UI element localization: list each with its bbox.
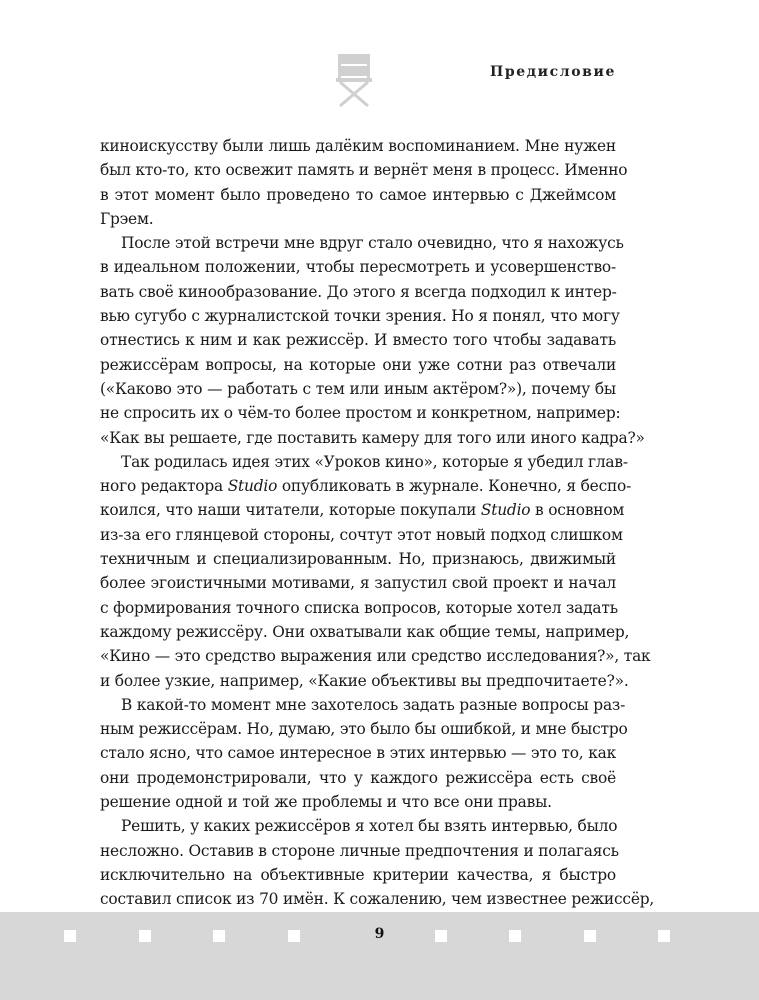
text-line: «Как вы решаете, где поставить камеру для того или иного кадра?» [100,428,645,447]
text-line: они продемонстрировали, что у каждого режиссёра есть своё [100,768,616,787]
text-line: Решить, у каких режиссёров я хотел бы взять интервью, было [121,817,618,836]
text-line: и более узкие, например, «Какие объективы вы предпочитаете?». [100,671,629,690]
text-line: После этой встречи мне вдруг стало очевидно, что я нахожусь [121,234,624,253]
text-line: был кто-то, кто освежит память и вернёт меня в процесс. Именно [100,161,628,180]
text-line: решение одной и той же проблемы и что все они правы. [100,793,552,812]
text-line: Грэем. [100,209,154,228]
text-line: техничным и специализированным. Но, признаюсь, движимый [100,550,616,569]
text-line: не спросить их о чём-то более простом и конкретном, например: [100,404,621,423]
text-line: каждому режиссёру. Они охватывали как общие темы, например, [100,622,630,641]
text-line: стало ясно, что самое интересное в этих интервью — это то, как [100,744,617,763]
text-line: с формирования точного списка вопросов, которые хотел задать [100,598,618,617]
text-line: режиссёрам вопросы, на которые они уже сотни раз отвечали [100,355,616,374]
text-line [100,474,632,498]
director-chair-icon [333,52,375,108]
text-segment: ного редактора [100,477,228,496]
text-line: («Каково это — работать с тем или иным актёром?»), почему бы [100,379,616,398]
text-line: Так родилась идея этих «Уроков кино», которые я убедил глав- [121,452,628,471]
page-number: 9 [374,926,385,942]
text-line: из-за его глянцевой стороны, сочтут этот новый подход слишком [100,525,623,544]
text-line: более эгоистичными мотивами, я запустил свой проект и начал [100,574,616,593]
text-line: вью сугубо с журналистской точки зрения. Но я понял, что могу [100,307,620,326]
text-line: несложно. Оставив в стороне личные предпочтения и полагаясь [100,841,619,860]
text-segment: опубликовать в журнале. Конечно, я беспо- [277,477,632,496]
magazine-title: Studio [480,501,531,520]
text-segment: в основном [530,501,625,520]
text-line: ным режиссёрам. Но, думаю, это было бы ошибкой, и мне быстро [100,720,628,739]
text-segment: коился, что наши читатели, которые покупали [100,501,481,520]
text-line: отнестись к ним и как режиссёр. И вместо того чтобы задавать [100,331,616,350]
running-title: Предисловие [490,64,616,80]
text-line: вать своё кинообразование. До этого я всегда подходил к интер- [100,282,617,301]
text-line: исключительно на объективные критерии качества, я быстро [100,865,616,884]
text-line: киноискусству были лишь далёким воспоминанием. Мне нужен [100,137,616,155]
footer-band [0,912,759,1000]
text-line: в этот момент было проведено то самое интервью с Джеймсом [100,185,616,204]
magazine-title: Studio [227,477,278,496]
text-line [100,498,625,522]
text-line: «Кино — это средство выражения или средство исследования?», так [100,647,651,666]
text-line: в идеальном положении, чтобы пересмотреть и усовершенство- [100,258,616,277]
text-line: составил список из 70 имён. К сожалению, чем известнее режиссёр, [100,890,655,909]
body-text [100,134,655,912]
text-line: В какой-то момент мне захотелось задать разные вопросы раз- [121,695,626,714]
